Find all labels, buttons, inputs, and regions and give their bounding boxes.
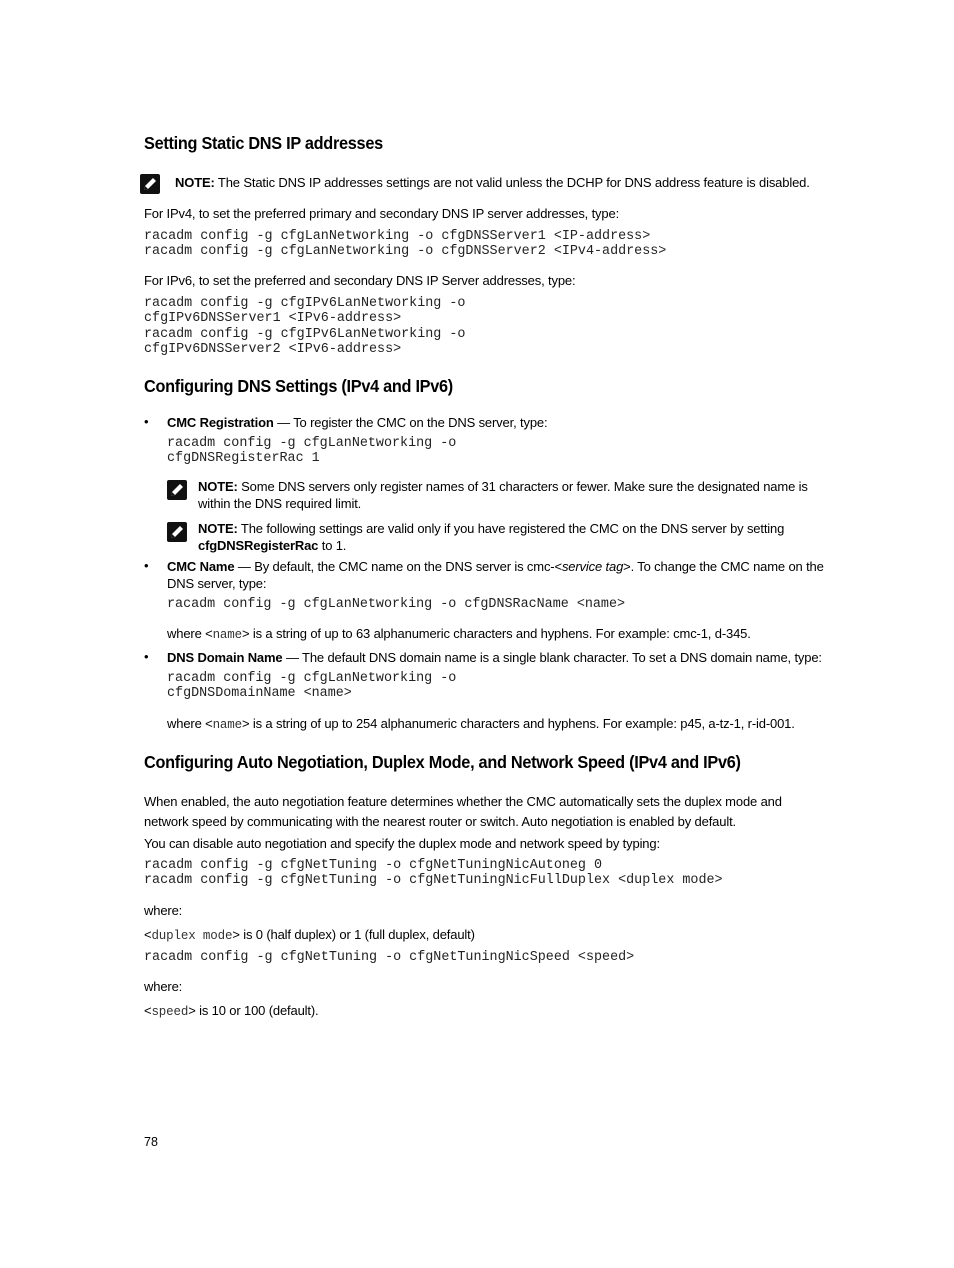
heading-dns-settings: Configuring DNS Settings (IPv4 and IPv6) (144, 376, 453, 396)
ipv4-intro: For IPv4, to set the preferred primary and secondary DNS IP server addresses, type: (144, 206, 620, 221)
speed-desc: <speed> is 10 or 100 (default). (144, 1003, 319, 1019)
cmc-name-item: CMC Name — By default, the CMC name on the DNS server is cmc-<service tag>. To change the CMC name on the DNS server, type: (167, 559, 824, 591)
speed-code: racadm config -g cfgNetTuning -o cfgNetTuningNicSpeed <speed> (144, 950, 635, 965)
cmc-registration-code: racadm config -g cfgLanNetworking -o cfgDNSRegisterRac 1 (167, 436, 457, 467)
ipv4-code: racadm config -g cfgLanNetworking -o cfgDNSServer1 <IP-address> racadm config -g cfgLanNetworking -o cfgDNSServer2 <IPv4-address> (144, 229, 667, 260)
auto-neg-description: When enabled, the auto negotiation feature determines whether the CMC automatically sets the duplex mode and network speed by communicating with the nearest router or switch. Auto negotiation is enabled by default. (144, 794, 782, 829)
where-label-2: where: (144, 979, 183, 994)
cmc-name-code: racadm config -g cfgLanNetworking -o cfgDNSRacName <name> (167, 597, 626, 612)
heading-auto-negotiation: Configuring Auto Negotiation, Duplex Mode, and Network Speed (IPv4 and IPv6) (144, 752, 741, 772)
cmc-registration-item: CMC Registration — To register the CMC on the DNS server, type: (167, 415, 548, 430)
auto-neg-code: racadm config -g cfgNetTuning -o cfgNetTuningNicAutoneg 0 racadm config -g cfgNetTuning -o cfgNetTuningNicFullDuplex <duplex mode> (144, 858, 723, 889)
note-register-rac: NOTE: The following settings are valid only if you have registered the CMC on the DNS server by setting cfgDNSRegisterRac to 1. (198, 521, 785, 553)
note-pencil-icon (140, 174, 160, 194)
heading-static-dns: Setting Static DNS IP addresses (144, 133, 383, 153)
page-number: 78 (144, 1135, 158, 1149)
bullet-icon: • (144, 649, 149, 664)
auto-neg-disable: You can disable auto negotiation and specify the duplex mode and network speed by typing: (144, 836, 660, 851)
cmc-name-where: where <name> is a string of up to 63 alphanumeric characters and hyphens. For example: cmc-1, d-345. (167, 626, 751, 642)
dns-domain-code: racadm config -g cfgLanNetworking -o cfgDNSDomainName <name> (167, 671, 457, 702)
duplex-mode-desc: <duplex mode> is 0 (half duplex) or 1 (full duplex, default) (144, 927, 475, 943)
ipv6-intro: For IPv6, to set the preferred and secondary DNS IP Server addresses, type: (144, 273, 576, 288)
note-static-dns: NOTE: The Static DNS IP addresses settings are not valid unless the DCHP for DNS address feature is disabled. (175, 175, 810, 190)
note-pencil-icon (167, 522, 187, 542)
dns-domain-item: DNS Domain Name — The default DNS domain name is a single blank character. To set a DNS domain name, type: (167, 650, 822, 665)
ipv6-code: racadm config -g cfgIPv6LanNetworking -o cfgIPv6DNSServer1 <IPv6-address> racadm config -g cfgIPv6LanNetworking -o cfgIPv6DNSServer2 <IPv6-address> (144, 296, 466, 358)
note-dns-limit: NOTE: Some DNS servers only register names of 31 characters or fewer. Make sure the designated name is within the DNS required limit. (198, 479, 808, 511)
where-label-1: where: (144, 903, 183, 918)
bullet-icon: • (144, 414, 149, 429)
bullet-icon: • (144, 558, 149, 573)
note-pencil-icon (167, 480, 187, 500)
dns-domain-where: where <name> is a string of up to 254 alphanumeric characters and hyphens. For example: p45, a-tz-1, r-id-001. (167, 716, 795, 732)
